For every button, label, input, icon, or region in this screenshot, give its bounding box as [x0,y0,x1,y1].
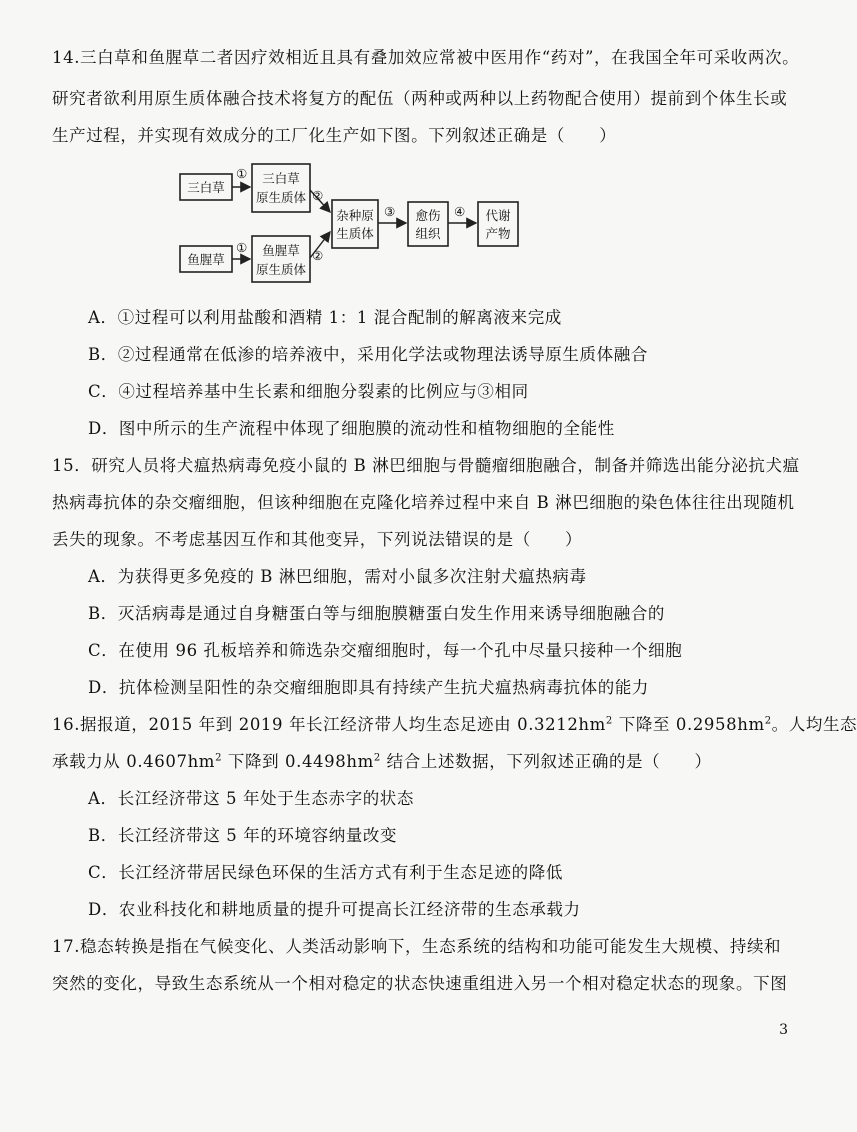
label-hybrid-2: 生质体 [336,226,374,241]
label-callus-2: 组织 [415,226,441,241]
q15-option-d: D．抗体检测呈阳性的杂交瘤细胞即具有持续产生抗犬瘟热病毒抗体的能力 [88,678,650,697]
label-sanbaicao: 三白草 [187,180,225,195]
step2-top: ② [312,188,324,203]
label-sanbaicao-proto-2: 原生质体 [255,190,307,205]
step4: ④ [454,204,466,219]
q14-option-c: C．④过程培养基中生长素和细胞分裂素的比例应与③相同 [88,382,529,401]
q14-stem-line-1: 14.三白草和鱼腥草二者因疗效相近且具有叠加效应常被中医用作“药对”，在我国全年可采收两次。 [52,48,800,67]
q17-stem-line-2: 突然的变化，导致生态系统从一个相对稳定的状态快速重组进入另一个相对稳定状态的现象。下图 [52,974,788,993]
step2-bottom: ② [312,248,324,263]
label-hybrid-1: 杂种原 [336,208,374,223]
q16-option-b: B．长江经济带这 5 年的环境容纳量改变 [88,826,398,845]
q16-option-a: A．长江经济带这 5 年处于生态赤字的状态 [88,789,415,808]
label-product-1: 代谢 [485,208,511,223]
q16-stem-2c: 结合上述数据，下列叙述正确的是（ ） [380,752,712,771]
page-number: 3 [779,1022,788,1038]
sup-unit: 2 [373,752,381,764]
q16-stem-2a: 承载力从 0.4607hm [52,752,216,771]
q16-option-c: C．长江经济带居民绿色环保的生活方式有利于生态足迹的降低 [88,863,563,882]
sup-unit: 2 [605,715,613,727]
q16-stem-line-1 [52,711,857,735]
step1-bottom: ① [236,240,248,255]
step3: ③ [384,204,396,219]
label-yuxingcao-proto-2: 原生质体 [255,262,307,277]
q16-stem-1a: 16.据报道，2015 年到 2019 年长江经济带人均生态足迹由 0.3212hm [52,715,606,734]
q14-stem-line-3: 生产过程，并实现有效成分的工厂化生产如下图。下列叙述正确是（ ） [52,126,617,145]
q16-option-d: D．农业科技化和耕地质量的提升可提高长江经济带的生态承载力 [88,900,581,919]
step1-top: ① [236,166,248,181]
q14-option-d: D．图中所示的生产流程中体现了细胞膜的流动性和植物细胞的全能性 [88,419,615,438]
q17-stem-line-1: 17.稳态转换是指在气候变化、人类活动影响下，生态系统的结构和功能可能发生大规模、持续和 [52,937,782,956]
flow-diagram [170,160,530,286]
q15-stem-line-2: 热病毒抗体的杂交瘤细胞，但该种细胞在克隆化培养过程中来自 B 淋巴细胞的染色体往往出现随机 [52,493,795,512]
q16-stem-line-2 [52,748,712,772]
q15-stem-line-3: 丢失的现象。不考虑基因互作和其他变异，下列说法错误的是（ ） [52,530,583,549]
label-product-2: 产物 [485,226,511,241]
q14-option-b: B．②过程通常在低渗的培养液中，采用化学法或物理法诱导原生质体融合 [88,345,648,364]
q14-stem-line-2: 研究者欲利用原生质体融合技术将复方的配伍（两种或两种以上药物配合使用）提前到个体生长或 [52,89,788,108]
sup-unit: 2 [215,752,223,764]
q14-option-a: A．①过程可以利用盐酸和酒精 1：1 混合配制的解离液来完成 [88,308,562,327]
q15-stem-line-1: 15．研究人员将犬瘟热病毒免疫小鼠的 B 淋巴细胞与骨髓瘤细胞融合，制备并筛选出能分泌抗犬瘟 [52,456,800,475]
q15-option-c: C．在使用 96 孔板培养和筛选杂交瘤细胞时，每一个孔中尽量只接种一个细胞 [88,641,683,660]
label-sanbaicao-proto-1: 三白草 [262,171,300,186]
q16-stem-2b: 下降到 0.4498hm [222,752,374,771]
label-callus-1: 愈伤 [415,208,441,223]
q16-stem-1c: 。人均生态 [771,715,857,734]
q16-stem-1b: 下降至 0.2958hm [612,715,765,734]
label-yuxingcao: 鱼腥草 [187,252,225,267]
sup-unit: 2 [764,715,772,727]
label-yuxingcao-proto-1: 鱼腥草 [262,243,300,258]
q15-option-b: B．灭活病毒是通过自身糖蛋白等与细胞膜糖蛋白发生作用来诱导细胞融合的 [88,604,666,623]
q15-option-a: A．为获得更多免疫的 B 淋巴细胞，需对小鼠多次注射犬瘟热病毒 [88,567,587,586]
